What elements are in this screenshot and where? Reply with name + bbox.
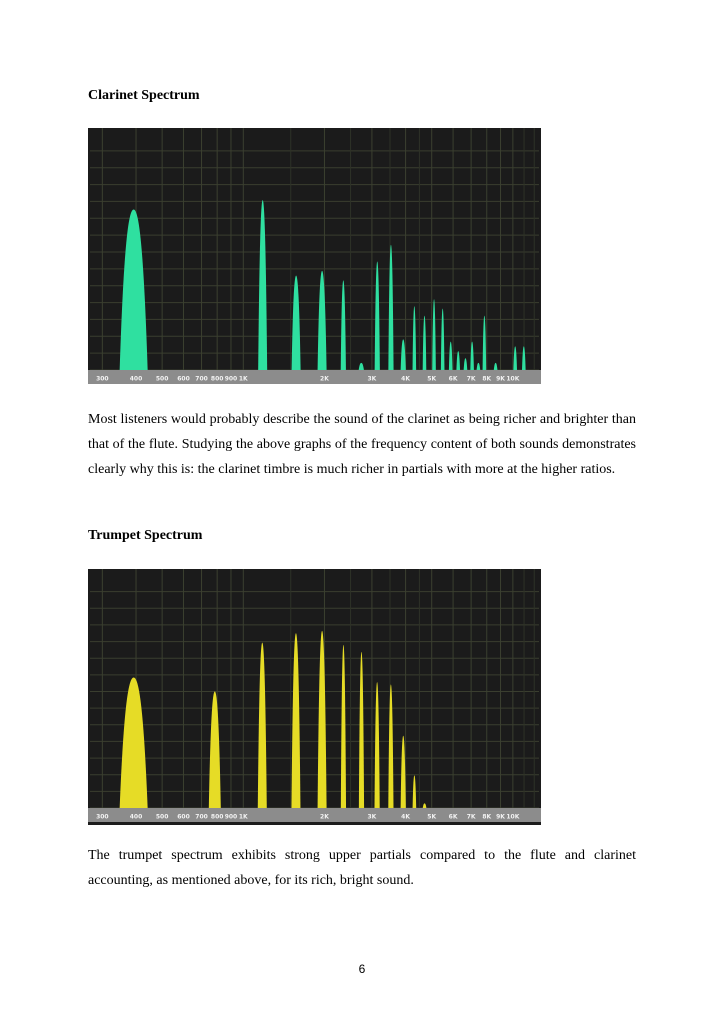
tick-label: 500 bbox=[155, 813, 169, 821]
tick-label: 300 bbox=[96, 375, 109, 383]
tick-label: 500 bbox=[155, 375, 169, 383]
tick-label: 1K bbox=[238, 813, 248, 821]
tick-label: 8K bbox=[482, 813, 492, 821]
tick-label: 6K bbox=[448, 813, 458, 821]
page-number: 6 bbox=[358, 962, 366, 976]
tick-label: 10K bbox=[506, 375, 520, 383]
tick-label: 7K bbox=[466, 813, 476, 821]
tick-label: 400 bbox=[129, 375, 143, 383]
tick-label: 7K bbox=[466, 375, 476, 383]
trumpet-paragraph: The trumpet spectrum exhibits strong upper partials compared to the flute and clarinet accounting, as mentioned above, for its rich, bright sound. bbox=[88, 848, 636, 888]
clarinet-spectrum-chart bbox=[88, 128, 541, 384]
tick-label: 600 bbox=[177, 813, 190, 821]
clarinet-heading: Clarinet Spectrum bbox=[88, 88, 200, 103]
tick-label: 10K bbox=[506, 813, 520, 821]
tick-label: 3K bbox=[367, 813, 377, 821]
tick-label: 700 bbox=[195, 813, 208, 821]
trumpet-heading: Trumpet Spectrum bbox=[88, 528, 203, 543]
clarinet-paragraph: Most listeners would probably describe the sound of the clarinet as being richer and brighter than that of the flute. Studying the above graphs of the frequency content of both sounds demonstrates clearly why this is: the clarinet timbre is much richer in partials with more at the higher ratios. bbox=[88, 412, 636, 477]
tick-label: 300 bbox=[96, 813, 109, 821]
tick-label: 5K bbox=[427, 375, 437, 383]
plot-background bbox=[88, 128, 541, 384]
tick-label: 8K bbox=[482, 375, 492, 383]
tick-label: 400 bbox=[129, 813, 143, 821]
tick-label: 900 bbox=[224, 813, 238, 821]
tick-label: 900 bbox=[224, 375, 238, 383]
tick-label: 6K bbox=[448, 375, 458, 383]
tick-label: 1K bbox=[238, 375, 248, 383]
trumpet-spectrum-chart bbox=[88, 569, 541, 825]
tick-label: 5K bbox=[427, 813, 437, 821]
tick-label: 3K bbox=[367, 375, 377, 383]
tick-label: 800 bbox=[210, 375, 224, 383]
tick-label: 600 bbox=[177, 375, 190, 383]
plot-background bbox=[88, 569, 541, 822]
tick-label: 4K bbox=[401, 375, 411, 383]
tick-label: 2K bbox=[320, 813, 329, 821]
tick-label: 2K bbox=[320, 375, 329, 383]
tick-label: 9K bbox=[496, 375, 505, 383]
tick-label: 4K bbox=[401, 813, 411, 821]
tick-label: 9K bbox=[496, 813, 505, 821]
tick-label: 700 bbox=[195, 375, 208, 383]
tick-label: 800 bbox=[210, 813, 224, 821]
